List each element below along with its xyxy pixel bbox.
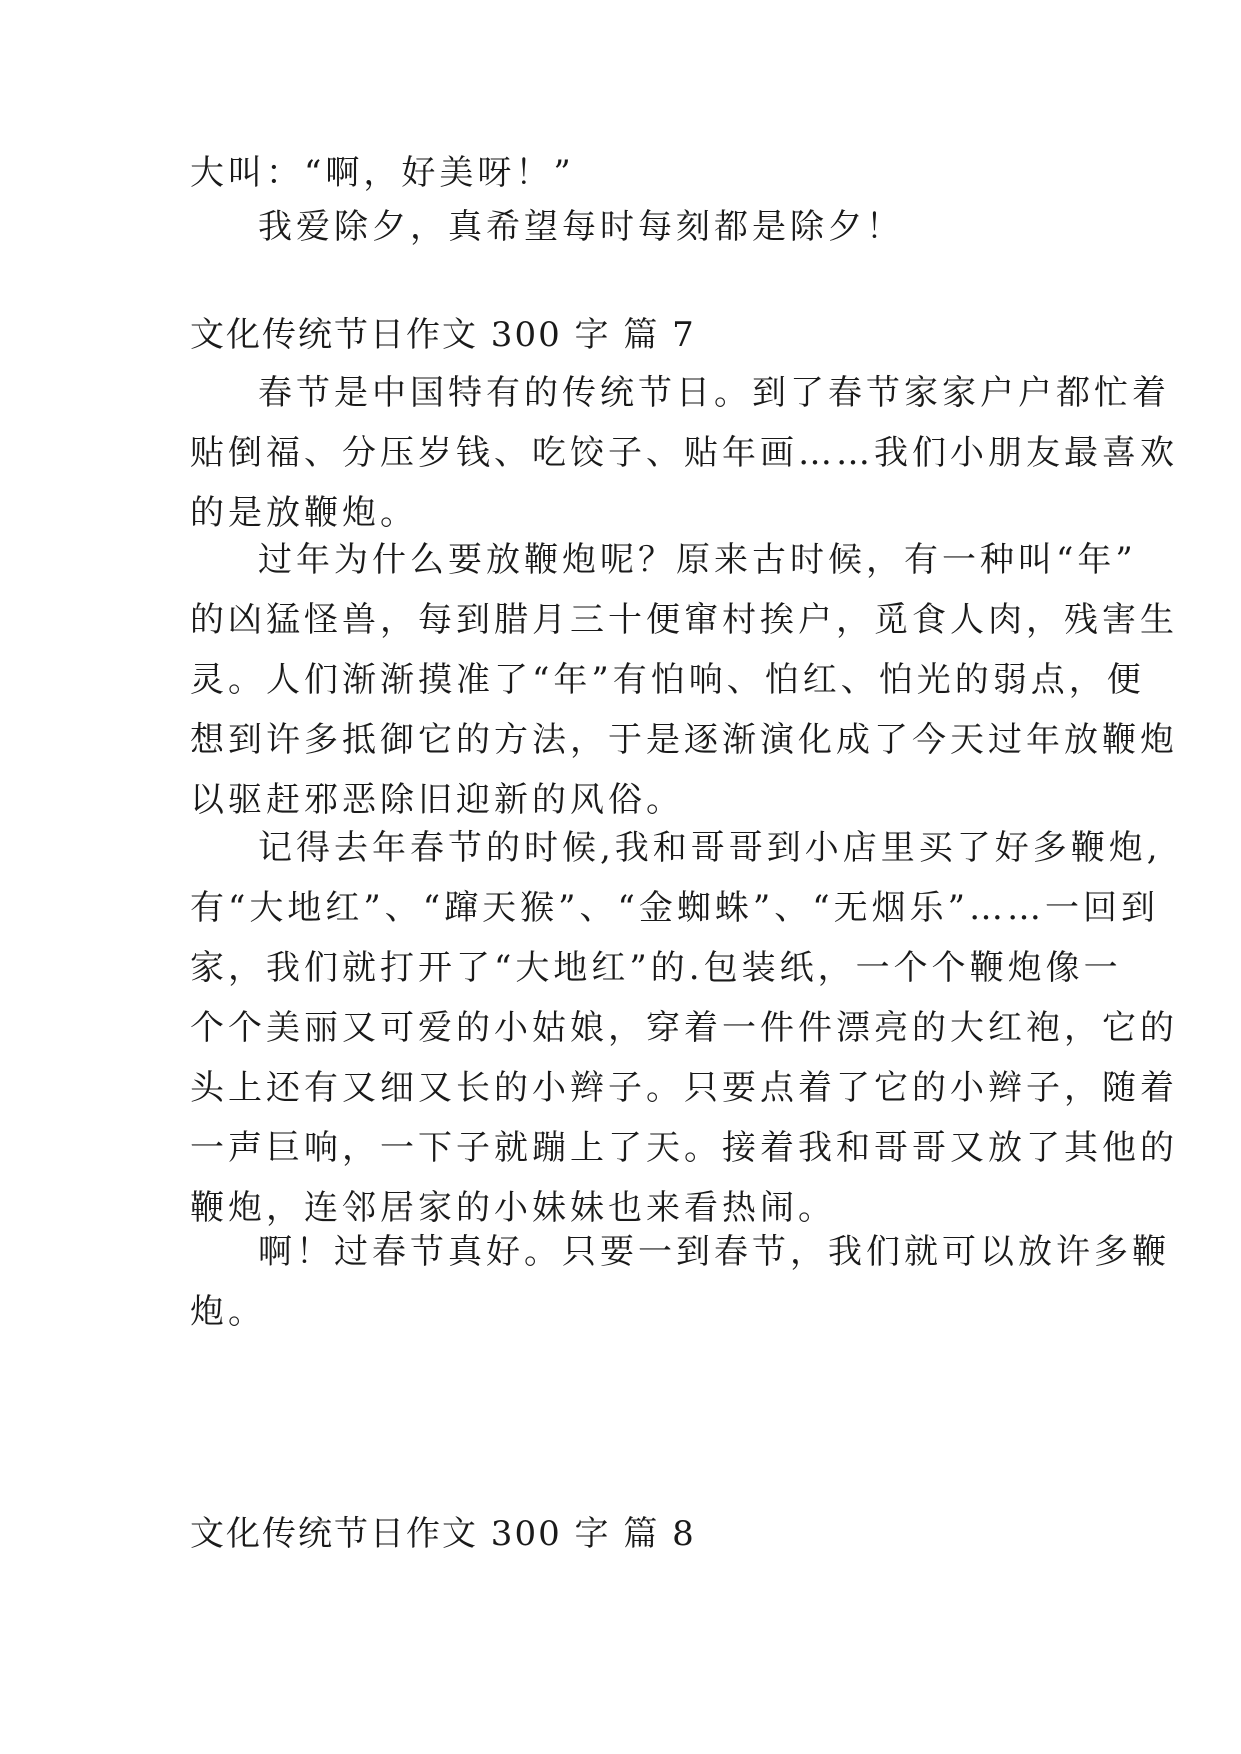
text-line: 贴倒福、分压岁钱、吃饺子、贴年画……我们小朋友最喜欢: [190, 433, 1178, 473]
text-line: 春节是中国特有的传统节日。到了春节家家户户都忙着: [258, 373, 1170, 413]
section-heading-8: 文化传统节日作文 300 字 篇 8: [190, 1514, 696, 1554]
text-line: 有“大地红”、“蹿天猴”、“金蜘蛛”、“无烟乐”……一回到: [190, 888, 1160, 928]
text-line: 过年为什么要放鞭炮呢？原来古时候，有一种叫“年”: [258, 540, 1137, 580]
paragraph-7-1: [190, 363, 1178, 543]
paragraph-7-3: [190, 818, 1178, 1238]
text-line: 的凶猛怪兽，每到腊月三十便窜村挨户，觅食人肉，残害生: [190, 600, 1178, 640]
text-line: 以驱赶邪恶除旧迎新的风俗。: [190, 780, 684, 820]
text-line: 家，我们就打开了“大地红”的.包装纸，一个个鞭炮像一: [190, 948, 1122, 988]
text-line: 我爱除夕，真希望每时每刻都是除夕！: [258, 207, 904, 247]
text-line: 记得去年春节的时候,我和哥哥到小店里买了好多鞭炮,: [258, 828, 1162, 868]
intro-paragraph: [190, 197, 1050, 257]
intro-line: [190, 143, 1050, 203]
paragraph-7-2: [190, 530, 1178, 830]
paragraph-7-4: [190, 1222, 1170, 1342]
text-line: 炮。: [190, 1292, 266, 1332]
text-line: 大叫：“啊，好美呀！”: [190, 153, 575, 193]
text-line: 个个美丽又可爱的小姑娘，穿着一件件漂亮的大红袍，它的: [190, 1008, 1178, 1048]
text-line: 灵。人们渐渐摸准了“年”有怕响、怕红、怕光的弱点，便: [190, 660, 1145, 700]
section-heading-7: 文化传统节日作文 300 字 篇 7: [190, 315, 696, 355]
text-line: 的是放鞭炮。: [190, 493, 418, 533]
text-line: 头上还有又细又长的小辫子。只要点着了它的小辫子，随着: [190, 1068, 1178, 1108]
text-line: 一声巨响，一下子就蹦上了天。接着我和哥哥又放了其他的: [190, 1128, 1178, 1168]
text-line: 啊！过春节真好。只要一到春节，我们就可以放许多鞭: [258, 1232, 1170, 1272]
text-line: 鞭炮，连邻居家的小妹妹也来看热闹。: [190, 1188, 836, 1228]
text-line: 想到许多抵御它的方法，于是逐渐演化成了今天过年放鞭炮: [190, 720, 1178, 760]
